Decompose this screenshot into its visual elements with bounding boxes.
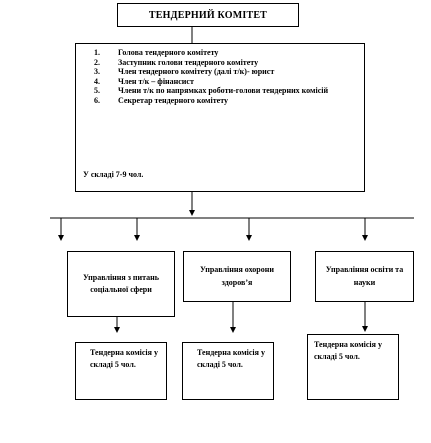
- member-text: Заступник голови тендерного комітету: [118, 57, 259, 67]
- dept-label: Управління освіти та науки: [325, 265, 404, 287]
- member-item: 6. Секретар тендерного комітету: [94, 96, 358, 106]
- commission-label: Тендерна комісія у складі 5 чол.: [314, 340, 382, 361]
- member-item: 1. Голова тендерного комітету: [94, 48, 358, 58]
- member-item: 4. Член т/к – фінансист: [94, 77, 358, 87]
- member-text: Секретар тендерного комітету: [118, 95, 229, 105]
- member-text: Члени т/к по напрямках роботи-голови тендерних комісій: [118, 86, 329, 96]
- member-text: Член тендерного комітету (далі т/к)- юрист: [118, 67, 275, 77]
- member-item: 5. Члени т/к по напрямках роботи-голови тендерних комісій: [94, 86, 358, 96]
- dept-label: Управління з питань соціальної сфери: [82, 272, 160, 294]
- dept-education-box: [315, 251, 414, 302]
- dept-health-box: [183, 251, 291, 302]
- commission-label: Тендерна комісія у складі 5 чол.: [197, 348, 265, 369]
- member-item: 3. Член тендерного комітету (далі т/к)- юрист: [94, 67, 358, 77]
- member-text: Голова тендерного комітету: [118, 48, 219, 57]
- commission-box-social: [75, 342, 167, 400]
- members-list: [94, 48, 358, 106]
- composition-note: У складі 7-9 чол.: [83, 170, 144, 179]
- dept-label: Управління охорони здоров’я: [200, 265, 274, 287]
- commission-label: Тендерна комісія у складі 5 чол.: [90, 348, 158, 369]
- commission-box-health: [182, 342, 274, 400]
- member-text: Член т/к – фінансист: [118, 76, 194, 86]
- committee-members-box: [75, 43, 365, 192]
- dept-social-sphere-box: [67, 251, 175, 317]
- commission-box-education: [307, 334, 399, 400]
- tender-committee-title: ТЕНДЕРНИЙ КОМІТЕТ: [148, 9, 268, 21]
- tender-committee-title-box: [117, 3, 299, 27]
- member-item: 2. Заступник голови тендерного комітету: [94, 58, 358, 68]
